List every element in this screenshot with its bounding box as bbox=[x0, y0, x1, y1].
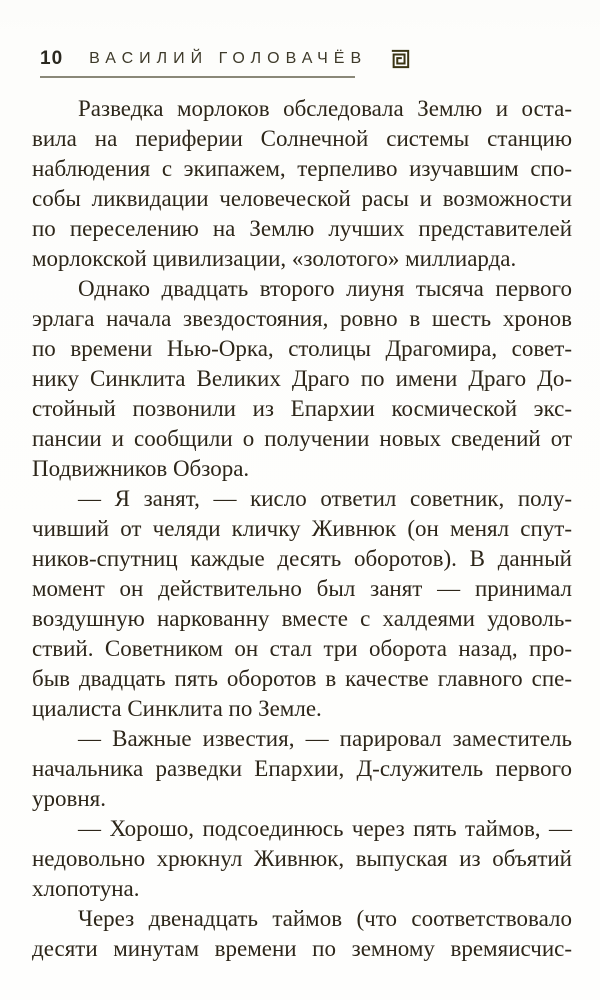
text-line: Разведка морлоков обследовала Землю и оста- bbox=[78, 96, 572, 121]
text-line: собы ликвидации человеческой расы и возможности bbox=[32, 186, 572, 211]
paragraph bbox=[32, 814, 572, 904]
text-line: недовольно хрюкнул Живнюк, выпуская из объятий bbox=[32, 846, 572, 871]
text-line: уровня. bbox=[32, 786, 106, 811]
text-line: по переселению на Землю лучших представителей bbox=[32, 216, 572, 241]
square-spiral-ornament-icon bbox=[389, 48, 411, 70]
text-line: воздушную наркованну вместе с халдеями удоволь- bbox=[32, 606, 572, 631]
text-line: вила на периферии Солнечной системы станцию bbox=[32, 126, 572, 151]
text-line: стойный позвонили из Епархии космической экс- bbox=[32, 396, 572, 421]
text-line: — Важные известия, — парировал заместитель bbox=[78, 726, 572, 751]
text-line: начальника разведки Епархии, Д-служитель первого bbox=[32, 756, 572, 781]
text-line: Через двенадцать таймов (что соответствовало bbox=[78, 906, 572, 931]
text-line: чивший от челяди кличку Живнюк (он менял спут- bbox=[32, 516, 572, 541]
text-line: циалиста Синклита по Земле. bbox=[32, 696, 322, 721]
text-line: Подвижников Обзора. bbox=[32, 456, 250, 481]
text-line: хлопотуна. bbox=[32, 876, 140, 901]
text-line: наблюдения с экипажем, терпеливо изучавшим спо- bbox=[32, 156, 572, 181]
text-line: морлокской цивилизации, «золотого» миллиарда. bbox=[32, 246, 517, 271]
text-line: нику Синклита Великих Драго по имени Драго До- bbox=[32, 366, 572, 391]
text-line: момент он действительно был занят — принимал bbox=[32, 576, 572, 601]
text-line: ствий. Советником он стал три оборота назад, про- bbox=[32, 636, 572, 661]
paragraph bbox=[32, 274, 572, 484]
page-body bbox=[32, 94, 572, 964]
text-line: по времени Нью-Орка, столицы Драгомира, совет- bbox=[32, 336, 572, 361]
text-line: — Хорошо, подсоединюсь через пять таймов, — bbox=[78, 816, 572, 841]
text-line: быв двадцать пять оборотов в качестве главного спе- bbox=[32, 666, 572, 691]
paragraph bbox=[32, 904, 572, 964]
text-line: эрлага начала звездостояния, ровно в шесть хронов bbox=[32, 306, 572, 331]
text-line: пансии и сообщили о получении новых сведений от bbox=[32, 426, 572, 451]
paragraph bbox=[32, 484, 572, 724]
paragraph bbox=[32, 94, 572, 274]
text-line: — Я занят, — кисло ответил советник, полу- bbox=[78, 486, 572, 511]
header-rule bbox=[40, 76, 355, 78]
page-number: 10 bbox=[40, 48, 64, 69]
text-line: ников-спутниц каждые десять оборотов). В данный bbox=[32, 546, 572, 571]
text-line: десяти минутам времени по земному времяисчис- bbox=[32, 936, 572, 961]
running-head-author: ВАСИЛИЙ ГОЛОВАЧЁВ bbox=[89, 50, 368, 67]
text-line: Однако двадцать второго лиуня тысяча первого bbox=[78, 276, 572, 301]
paragraph bbox=[32, 724, 572, 814]
running-header bbox=[40, 48, 560, 70]
